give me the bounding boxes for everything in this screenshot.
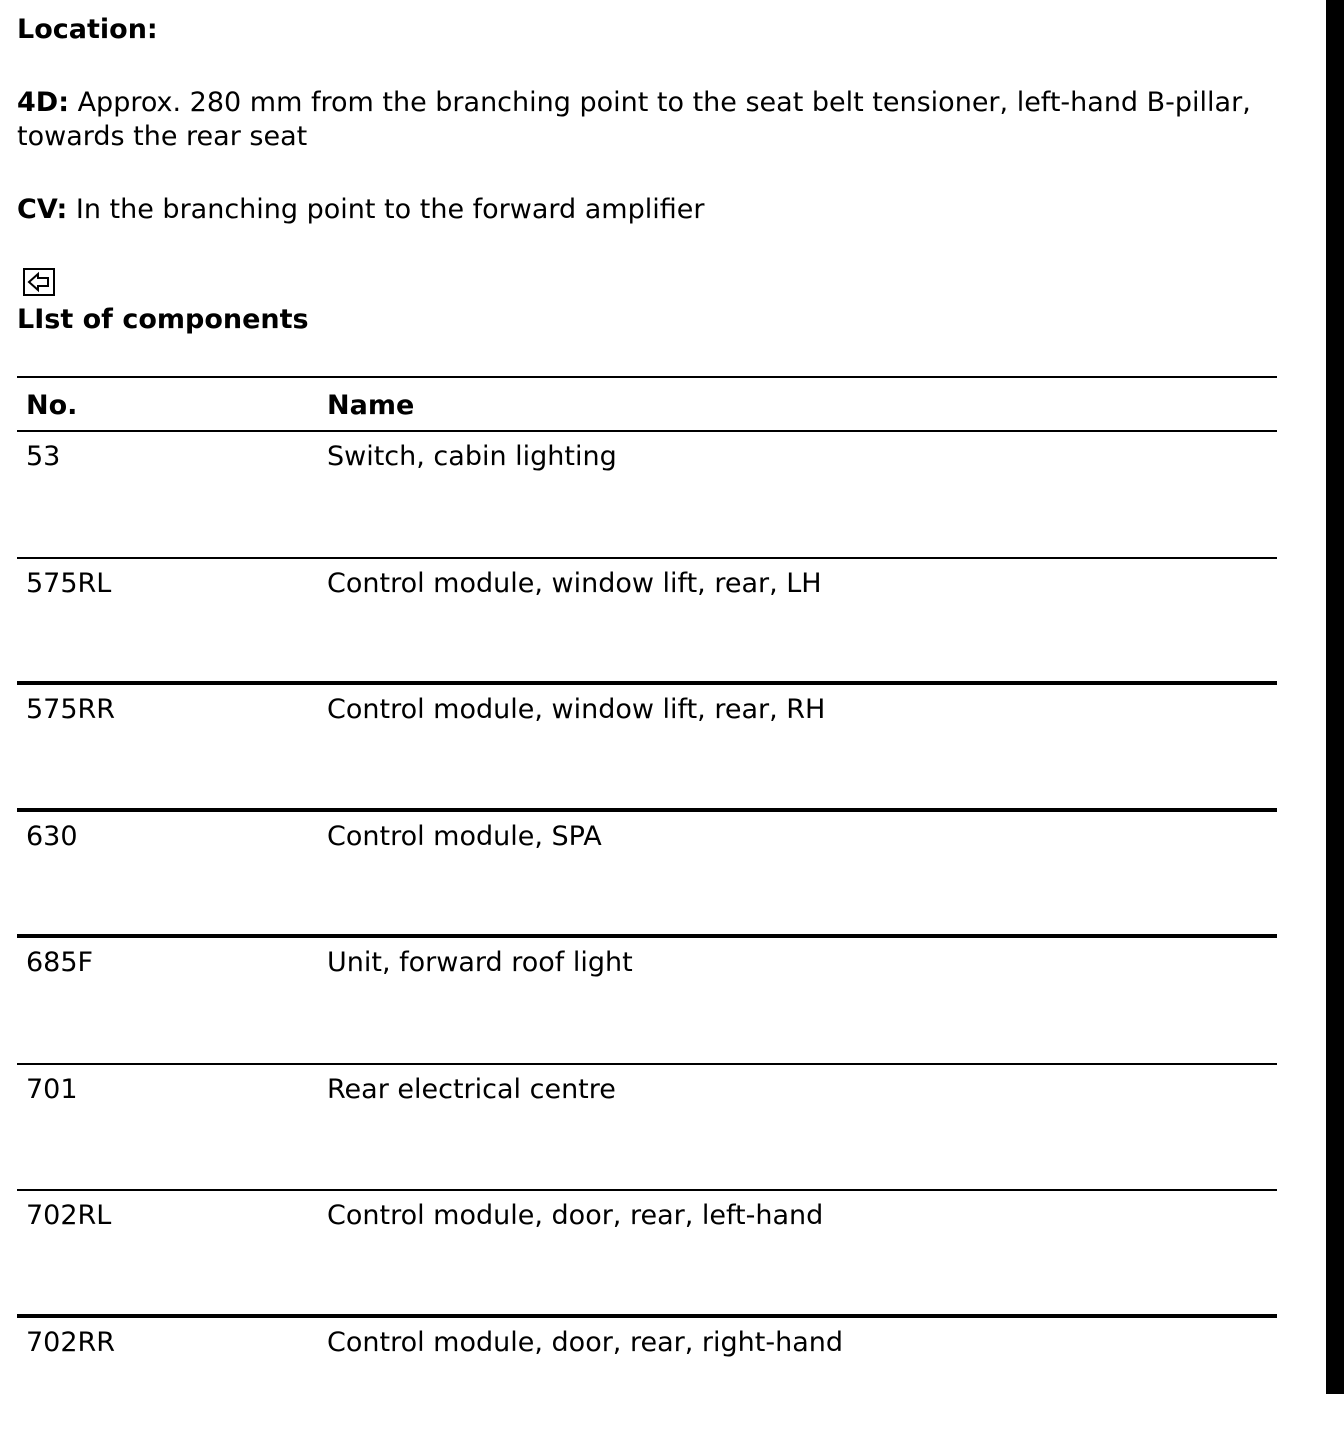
table-row: [17, 1318, 1277, 1444]
table-row: [17, 938, 1277, 1065]
cell-name: Control module, door, rear, left-hand: [327, 1199, 823, 1233]
table-row: [17, 559, 1277, 686]
entry-text: In the branching point to the forward amplifier: [67, 194, 704, 225]
cell-name: Control module, window lift, rear, RH: [327, 693, 825, 727]
cell-no: 702RR: [26, 1326, 115, 1360]
cell-no: 630: [26, 820, 78, 854]
entry-text: Approx. 280 mm from the branching point to the seat belt tensioner, left-hand B-pillar, towards the rear seat: [17, 87, 1251, 152]
components-table: [17, 376, 1277, 1444]
entry-label: 4D:: [17, 87, 69, 118]
cell-name: Control module, window lift, rear, LH: [327, 567, 822, 601]
location-entry-4d: [17, 86, 1317, 154]
entry-label: CV:: [17, 194, 67, 225]
cell-name: Control module, door, rear, right-hand: [327, 1326, 843, 1360]
cell-name: Unit, forward roof light: [327, 946, 633, 980]
back-arrow-icon[interactable]: [23, 268, 55, 296]
cell-no: 702RL: [26, 1199, 111, 1233]
column-header-no: No.: [26, 389, 77, 423]
table-row: [17, 812, 1277, 939]
table-row: [17, 432, 1277, 559]
cell-name: Control module, SPA: [327, 820, 602, 854]
location-entry-cv: [17, 193, 1317, 227]
cell-name: Switch, cabin lighting: [327, 440, 617, 474]
table-header-row: [17, 376, 1277, 432]
column-header-name: Name: [327, 389, 414, 423]
table-row: [17, 1191, 1277, 1318]
table-row: [17, 1065, 1277, 1192]
cell-no: 53: [26, 440, 60, 474]
cell-name: Rear electrical centre: [327, 1073, 616, 1107]
cell-no: 575RR: [26, 693, 115, 727]
cell-no: 701: [26, 1073, 78, 1107]
table-row: [17, 685, 1277, 812]
cell-no: 685F: [26, 946, 93, 980]
cell-no: 575RL: [26, 567, 111, 601]
components-heading: LIst of components: [17, 303, 309, 337]
location-heading: Location:: [17, 13, 158, 47]
page-edge-bar: [1326, 0, 1344, 1394]
